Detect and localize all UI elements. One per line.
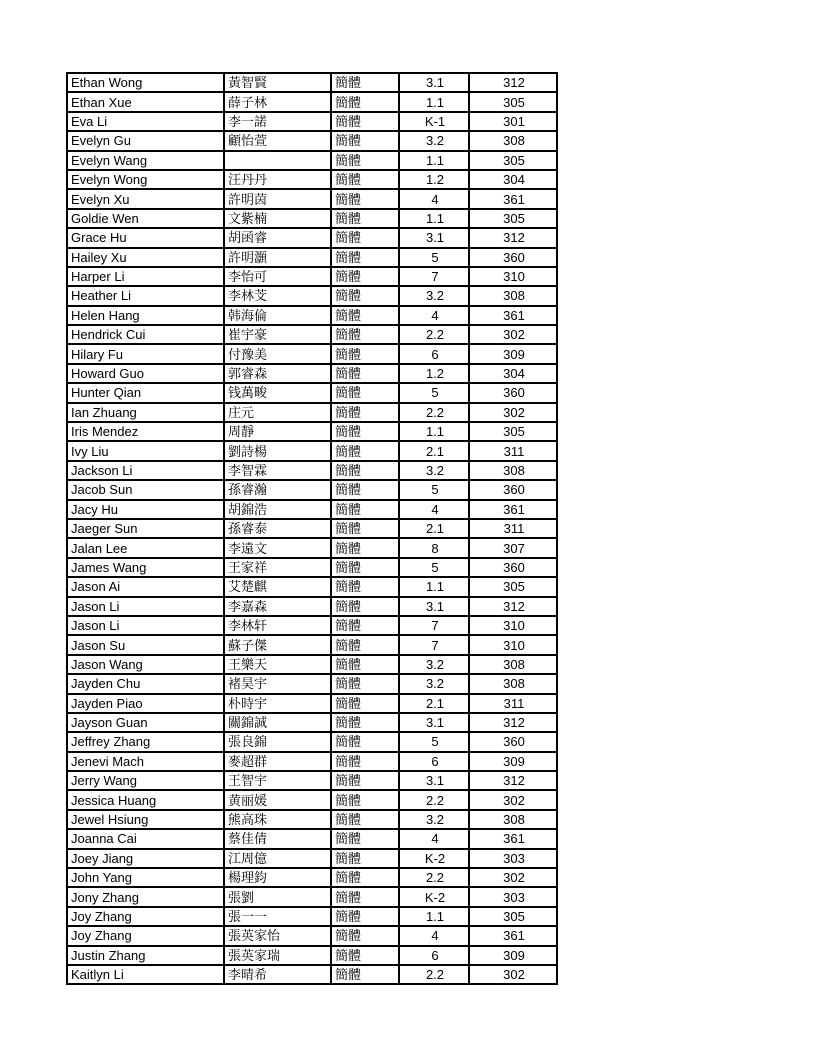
cell-script: 簡體 (331, 907, 399, 926)
cell-level: 1.1 (399, 577, 469, 596)
cell-english-name: Jason Ai (67, 577, 224, 596)
cell-english-name: Kaitlyn Li (67, 965, 224, 984)
cell-english-name: Joy Zhang (67, 907, 224, 926)
cell-chinese-name: 胡錦浩 (224, 500, 331, 519)
cell-chinese-name: 钱萬畯 (224, 383, 331, 402)
cell-chinese-name: 胡函睿 (224, 228, 331, 247)
table-row (67, 732, 557, 751)
cell-level: 3.2 (399, 286, 469, 305)
table-row (67, 480, 557, 499)
cell-english-name: Joy Zhang (67, 926, 224, 945)
cell-chinese-name: 王智宇 (224, 771, 331, 790)
cell-chinese-name: 郭睿森 (224, 364, 331, 383)
cell-room: 360 (469, 383, 557, 402)
cell-chinese-name: 楊理鈞 (224, 868, 331, 887)
cell-chinese-name: 褚昊宇 (224, 674, 331, 693)
cell-chinese-name: 崔宇豪 (224, 325, 331, 344)
cell-english-name: Ivy Liu (67, 441, 224, 460)
cell-script: 簡體 (331, 422, 399, 441)
table-row (67, 790, 557, 809)
cell-level: 2.2 (399, 965, 469, 984)
cell-chinese-name: 王家祥 (224, 558, 331, 577)
cell-english-name: Howard Guo (67, 364, 224, 383)
cell-level: 1.1 (399, 151, 469, 170)
cell-script: 簡體 (331, 849, 399, 868)
cell-chinese-name: 許明茵 (224, 189, 331, 208)
cell-script: 簡體 (331, 364, 399, 383)
table-row (67, 209, 557, 228)
cell-english-name: Grace Hu (67, 228, 224, 247)
table-row (67, 461, 557, 480)
cell-english-name: Jayden Chu (67, 674, 224, 693)
cell-script: 簡體 (331, 480, 399, 499)
cell-level: 1.1 (399, 422, 469, 441)
cell-english-name: Joey Jiang (67, 849, 224, 868)
cell-level: 3.2 (399, 131, 469, 150)
cell-room: 305 (469, 907, 557, 926)
cell-english-name: Jalan Lee (67, 538, 224, 557)
cell-chinese-name: 黃智賢 (224, 73, 331, 92)
cell-english-name: Jacob Sun (67, 480, 224, 499)
cell-level: 8 (399, 538, 469, 557)
cell-room: 361 (469, 500, 557, 519)
cell-chinese-name: 李一諾 (224, 112, 331, 131)
cell-english-name: Goldie Wen (67, 209, 224, 228)
cell-room: 309 (469, 752, 557, 771)
table-row (67, 73, 557, 92)
cell-english-name: Jason Li (67, 616, 224, 635)
cell-english-name: Justin Zhang (67, 946, 224, 965)
cell-level: 2.2 (399, 325, 469, 344)
cell-level: K-2 (399, 849, 469, 868)
cell-chinese-name: 張良錦 (224, 732, 331, 751)
cell-english-name: Hunter Qian (67, 383, 224, 402)
cell-english-name: Jessica Huang (67, 790, 224, 809)
cell-script: 簡體 (331, 267, 399, 286)
table-row (67, 248, 557, 267)
cell-script: 簡體 (331, 674, 399, 693)
cell-room: 302 (469, 965, 557, 984)
cell-room: 302 (469, 790, 557, 809)
cell-room: 311 (469, 519, 557, 538)
table-row (67, 597, 557, 616)
cell-chinese-name: 李林轩 (224, 616, 331, 635)
cell-room: 312 (469, 228, 557, 247)
cell-level: 6 (399, 344, 469, 363)
cell-chinese-name: 汪丹丹 (224, 170, 331, 189)
cell-level: K-2 (399, 887, 469, 906)
cell-room: 312 (469, 713, 557, 732)
cell-script: 簡體 (331, 325, 399, 344)
cell-script: 簡體 (331, 577, 399, 596)
cell-english-name: Evelyn Gu (67, 131, 224, 150)
cell-english-name: Jaeger Sun (67, 519, 224, 538)
cell-english-name: John Yang (67, 868, 224, 887)
cell-english-name: Evelyn Wang (67, 151, 224, 170)
cell-room: 305 (469, 151, 557, 170)
cell-script: 簡體 (331, 829, 399, 848)
cell-english-name: Evelyn Xu (67, 189, 224, 208)
cell-script: 簡體 (331, 112, 399, 131)
cell-chinese-name: 黄丽媛 (224, 790, 331, 809)
cell-room: 302 (469, 403, 557, 422)
cell-script: 簡體 (331, 209, 399, 228)
cell-english-name: Jayson Guan (67, 713, 224, 732)
cell-room: 309 (469, 946, 557, 965)
table-row (67, 189, 557, 208)
cell-room: 310 (469, 616, 557, 635)
cell-level: 3.2 (399, 655, 469, 674)
cell-room: 308 (469, 131, 557, 150)
cell-level: 5 (399, 248, 469, 267)
cell-english-name: Harper Li (67, 267, 224, 286)
cell-english-name: James Wang (67, 558, 224, 577)
table-row (67, 965, 557, 984)
cell-level: 2.2 (399, 790, 469, 809)
cell-script: 簡體 (331, 694, 399, 713)
cell-english-name: Hilary Fu (67, 344, 224, 363)
cell-room: 310 (469, 267, 557, 286)
cell-script: 簡體 (331, 131, 399, 150)
table-row (67, 713, 557, 732)
cell-script: 簡體 (331, 752, 399, 771)
cell-english-name: Jayden Piao (67, 694, 224, 713)
cell-level: 1.1 (399, 92, 469, 111)
cell-level: 1.1 (399, 209, 469, 228)
cell-script: 簡體 (331, 655, 399, 674)
cell-room: 308 (469, 674, 557, 693)
cell-level: 7 (399, 267, 469, 286)
cell-english-name: Ethan Wong (67, 73, 224, 92)
cell-script: 簡體 (331, 248, 399, 267)
cell-room: 301 (469, 112, 557, 131)
cell-level: 5 (399, 558, 469, 577)
cell-script: 簡體 (331, 868, 399, 887)
cell-chinese-name: 薛子林 (224, 92, 331, 111)
table-row (67, 131, 557, 150)
cell-script: 簡體 (331, 441, 399, 460)
cell-chinese-name: 孫睿瀚 (224, 480, 331, 499)
roster-table (66, 72, 558, 985)
cell-english-name: Jerry Wang (67, 771, 224, 790)
cell-room: 308 (469, 286, 557, 305)
table-row (67, 635, 557, 654)
cell-chinese-name: 許明灝 (224, 248, 331, 267)
cell-chinese-name: 李晴希 (224, 965, 331, 984)
cell-english-name: Iris Mendez (67, 422, 224, 441)
cell-level: 2.2 (399, 868, 469, 887)
cell-room: 311 (469, 441, 557, 460)
cell-level: 3.1 (399, 597, 469, 616)
cell-script: 簡體 (331, 461, 399, 480)
cell-chinese-name: 周靜 (224, 422, 331, 441)
cell-chinese-name: 朴時宇 (224, 694, 331, 713)
cell-script: 簡體 (331, 790, 399, 809)
cell-english-name: Helen Hang (67, 306, 224, 325)
cell-chinese-name (224, 151, 331, 170)
cell-script: 簡體 (331, 926, 399, 945)
table-row (67, 655, 557, 674)
cell-english-name: Ian Zhuang (67, 403, 224, 422)
cell-room: 310 (469, 635, 557, 654)
table-row (67, 829, 557, 848)
cell-script: 簡體 (331, 228, 399, 247)
cell-english-name: Heather Li (67, 286, 224, 305)
cell-english-name: Jeffrey Zhang (67, 732, 224, 751)
cell-room: 305 (469, 422, 557, 441)
table-row (67, 383, 557, 402)
cell-chinese-name: 李林芠 (224, 286, 331, 305)
cell-chinese-name: 李嘉森 (224, 597, 331, 616)
table-row (67, 577, 557, 596)
cell-level: 1.2 (399, 170, 469, 189)
cell-room: 361 (469, 306, 557, 325)
table-row (67, 849, 557, 868)
cell-chinese-name: 文紫楠 (224, 209, 331, 228)
cell-room: 304 (469, 170, 557, 189)
cell-room: 303 (469, 849, 557, 868)
table-row (67, 267, 557, 286)
cell-room: 312 (469, 73, 557, 92)
table-row (67, 694, 557, 713)
cell-level: 1.1 (399, 907, 469, 926)
table-row (67, 538, 557, 557)
cell-level: 1.2 (399, 364, 469, 383)
cell-english-name: Hendrick Cui (67, 325, 224, 344)
cell-english-name: Ethan Xue (67, 92, 224, 111)
cell-room: 361 (469, 189, 557, 208)
cell-chinese-name: 李智霖 (224, 461, 331, 480)
cell-level: 3.1 (399, 73, 469, 92)
cell-script: 簡體 (331, 616, 399, 635)
table-row (67, 500, 557, 519)
cell-script: 簡體 (331, 92, 399, 111)
table-row (67, 112, 557, 131)
table-row (67, 170, 557, 189)
cell-script: 簡體 (331, 597, 399, 616)
cell-room: 304 (469, 364, 557, 383)
table-row (67, 752, 557, 771)
cell-english-name: Jason Wang (67, 655, 224, 674)
table-row (67, 228, 557, 247)
table-row (67, 422, 557, 441)
cell-level: 4 (399, 189, 469, 208)
cell-english-name: Jason Li (67, 597, 224, 616)
cell-chinese-name: 蘇子傑 (224, 635, 331, 654)
table-row (67, 364, 557, 383)
cell-level: 3.2 (399, 461, 469, 480)
cell-level: 6 (399, 752, 469, 771)
cell-script: 簡體 (331, 810, 399, 829)
table-row (67, 946, 557, 965)
cell-script: 簡體 (331, 732, 399, 751)
cell-script: 簡體 (331, 500, 399, 519)
table-row (67, 286, 557, 305)
cell-chinese-name: 庄元 (224, 403, 331, 422)
table-row (67, 887, 557, 906)
table-row (67, 519, 557, 538)
cell-script: 簡體 (331, 151, 399, 170)
cell-chinese-name: 熊高珠 (224, 810, 331, 829)
table-row (67, 907, 557, 926)
cell-room: 308 (469, 461, 557, 480)
cell-chinese-name: 張劉 (224, 887, 331, 906)
cell-level: 5 (399, 480, 469, 499)
roster-table-body (67, 73, 557, 984)
cell-level: 5 (399, 383, 469, 402)
table-row (67, 558, 557, 577)
cell-level: 2.2 (399, 403, 469, 422)
cell-level: 3.1 (399, 228, 469, 247)
cell-level: 3.2 (399, 674, 469, 693)
cell-room: 309 (469, 344, 557, 363)
cell-room: 302 (469, 325, 557, 344)
cell-english-name: Jason Su (67, 635, 224, 654)
cell-script: 簡體 (331, 713, 399, 732)
cell-room: 302 (469, 868, 557, 887)
cell-english-name: Jackson Li (67, 461, 224, 480)
cell-chinese-name: 張一一 (224, 907, 331, 926)
cell-chinese-name: 劉詩楊 (224, 441, 331, 460)
cell-room: 308 (469, 810, 557, 829)
table-row (67, 810, 557, 829)
cell-script: 簡體 (331, 635, 399, 654)
cell-level: 6 (399, 946, 469, 965)
cell-script: 簡體 (331, 538, 399, 557)
cell-chinese-name: 麥超群 (224, 752, 331, 771)
cell-level: 7 (399, 635, 469, 654)
table-row (67, 616, 557, 635)
cell-room: 361 (469, 829, 557, 848)
cell-script: 簡體 (331, 519, 399, 538)
cell-chinese-name: 張英家怡 (224, 926, 331, 945)
table-row (67, 674, 557, 693)
cell-level: 2.1 (399, 694, 469, 713)
cell-script: 簡體 (331, 946, 399, 965)
cell-script: 簡體 (331, 189, 399, 208)
cell-chinese-name: 王樂天 (224, 655, 331, 674)
cell-level: 4 (399, 829, 469, 848)
cell-room: 360 (469, 558, 557, 577)
cell-chinese-name: 艾楚麒 (224, 577, 331, 596)
cell-script: 簡體 (331, 771, 399, 790)
cell-script: 簡體 (331, 383, 399, 402)
cell-chinese-name: 李怡可 (224, 267, 331, 286)
cell-script: 簡體 (331, 170, 399, 189)
cell-room: 307 (469, 538, 557, 557)
cell-level: 5 (399, 732, 469, 751)
cell-chinese-name: 付豫美 (224, 344, 331, 363)
table-row (67, 344, 557, 363)
cell-chinese-name: 韩海倫 (224, 306, 331, 325)
cell-english-name: Jacy Hu (67, 500, 224, 519)
cell-script: 簡體 (331, 286, 399, 305)
cell-english-name: Jewel Hsiung (67, 810, 224, 829)
cell-room: 303 (469, 887, 557, 906)
cell-script: 簡體 (331, 403, 399, 422)
cell-script: 簡體 (331, 558, 399, 577)
cell-chinese-name: 江周億 (224, 849, 331, 868)
cell-room: 305 (469, 209, 557, 228)
cell-room: 360 (469, 480, 557, 499)
cell-level: 3.1 (399, 771, 469, 790)
cell-english-name: Evelyn Wong (67, 170, 224, 189)
cell-level: 3.1 (399, 713, 469, 732)
table-row (67, 868, 557, 887)
cell-english-name: Jony Zhang (67, 887, 224, 906)
cell-chinese-name: 顧怡萱 (224, 131, 331, 150)
cell-english-name: Jenevi Mach (67, 752, 224, 771)
cell-level: 4 (399, 306, 469, 325)
table-row (67, 771, 557, 790)
cell-english-name: Hailey Xu (67, 248, 224, 267)
table-row (67, 441, 557, 460)
table-row (67, 325, 557, 344)
cell-script: 簡體 (331, 344, 399, 363)
cell-room: 305 (469, 577, 557, 596)
cell-script: 簡體 (331, 887, 399, 906)
cell-room: 308 (469, 655, 557, 674)
cell-chinese-name: 張英家瑞 (224, 946, 331, 965)
cell-room: 360 (469, 732, 557, 751)
cell-room: 312 (469, 771, 557, 790)
cell-room: 360 (469, 248, 557, 267)
cell-english-name: Joanna Cai (67, 829, 224, 848)
cell-chinese-name: 關錦誠 (224, 713, 331, 732)
cell-script: 簡體 (331, 306, 399, 325)
table-row (67, 151, 557, 170)
cell-level: 3.2 (399, 810, 469, 829)
table-row (67, 926, 557, 945)
cell-chinese-name: 蔡佳倩 (224, 829, 331, 848)
table-row (67, 306, 557, 325)
cell-room: 312 (469, 597, 557, 616)
cell-chinese-name: 孫睿泰 (224, 519, 331, 538)
cell-english-name: Eva Li (67, 112, 224, 131)
cell-level: 2.1 (399, 441, 469, 460)
cell-room: 311 (469, 694, 557, 713)
cell-script: 簡體 (331, 965, 399, 984)
cell-room: 361 (469, 926, 557, 945)
cell-level: 7 (399, 616, 469, 635)
table-row (67, 403, 557, 422)
cell-script: 簡體 (331, 73, 399, 92)
cell-level: K-1 (399, 112, 469, 131)
cell-level: 4 (399, 926, 469, 945)
cell-chinese-name: 李遠文 (224, 538, 331, 557)
cell-room: 305 (469, 92, 557, 111)
table-row (67, 92, 557, 111)
cell-level: 2.1 (399, 519, 469, 538)
cell-level: 4 (399, 500, 469, 519)
